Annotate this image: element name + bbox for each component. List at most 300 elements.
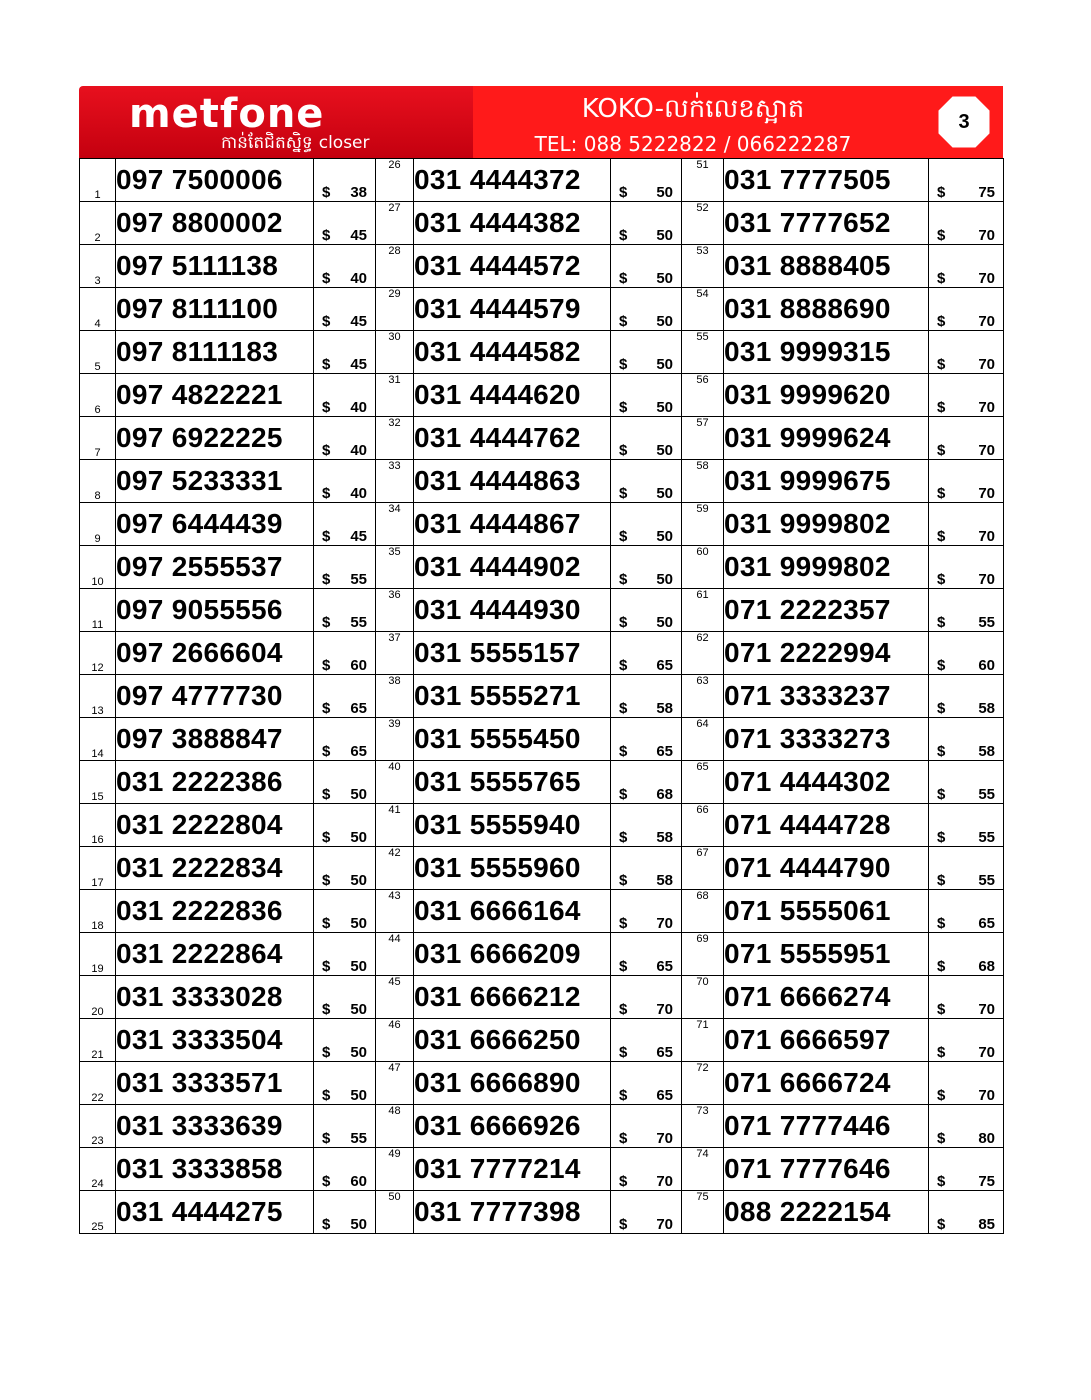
currency-symbol: $ bbox=[619, 227, 628, 244]
currency-symbol: $ bbox=[937, 1173, 946, 1190]
listing-index: 38 bbox=[376, 675, 414, 718]
price-value: 50 bbox=[656, 485, 673, 502]
currency-symbol: $ bbox=[937, 270, 946, 287]
currency-symbol: $ bbox=[619, 1044, 628, 1061]
listing-index: 22 bbox=[80, 1062, 116, 1105]
price-value: 70 bbox=[978, 313, 995, 330]
phone-number: 031 4444930 bbox=[414, 589, 611, 632]
price-value: 50 bbox=[656, 313, 673, 330]
table-row bbox=[80, 589, 1004, 632]
price-cell bbox=[314, 718, 376, 761]
price-value: 70 bbox=[978, 356, 995, 373]
phone-number: 031 8888405 bbox=[724, 245, 929, 288]
price-cell bbox=[611, 288, 682, 331]
phone-number: 031 7777505 bbox=[724, 159, 929, 202]
listing-index: 66 bbox=[682, 804, 724, 847]
listing-index: 51 bbox=[682, 159, 724, 202]
price-cell bbox=[314, 503, 376, 546]
price-value: 70 bbox=[978, 528, 995, 545]
listing-index: 32 bbox=[376, 417, 414, 460]
phone-number: 031 2222386 bbox=[116, 761, 314, 804]
currency-symbol: $ bbox=[619, 485, 628, 502]
price-cell bbox=[929, 245, 1004, 288]
price-cell bbox=[929, 374, 1004, 417]
table-row bbox=[80, 1191, 1004, 1234]
currency-symbol: $ bbox=[619, 915, 628, 932]
currency-symbol: $ bbox=[937, 227, 946, 244]
price-value: 50 bbox=[656, 442, 673, 459]
listing-index: 52 bbox=[682, 202, 724, 245]
currency-symbol: $ bbox=[619, 829, 628, 846]
phone-number: 097 8111100 bbox=[116, 288, 314, 331]
listing-index: 68 bbox=[682, 890, 724, 933]
price-cell bbox=[611, 159, 682, 202]
currency-symbol: $ bbox=[322, 270, 331, 287]
listing-index: 62 bbox=[682, 632, 724, 675]
price-cell bbox=[929, 632, 1004, 675]
listing-index: 67 bbox=[682, 847, 724, 890]
phone-number: 031 6666926 bbox=[414, 1105, 611, 1148]
page-header bbox=[79, 86, 1003, 158]
price-value: 50 bbox=[656, 356, 673, 373]
currency-symbol: $ bbox=[937, 786, 946, 803]
currency-symbol: $ bbox=[937, 571, 946, 588]
phone-number: 031 4444867 bbox=[414, 503, 611, 546]
price-cell bbox=[314, 1019, 376, 1062]
price-value: 65 bbox=[656, 743, 673, 760]
listing-index: 14 bbox=[80, 718, 116, 761]
price-value: 70 bbox=[656, 1130, 673, 1147]
currency-symbol: $ bbox=[937, 614, 946, 631]
listing-index: 44 bbox=[376, 933, 414, 976]
price-value: 70 bbox=[656, 1173, 673, 1190]
phone-number: 071 4444790 bbox=[724, 847, 929, 890]
phone-number: 071 4444302 bbox=[724, 761, 929, 804]
price-value: 40 bbox=[350, 270, 367, 287]
price-value: 70 bbox=[978, 571, 995, 588]
table-row bbox=[80, 288, 1004, 331]
currency-symbol: $ bbox=[619, 1130, 628, 1147]
price-cell bbox=[929, 847, 1004, 890]
price-value: 70 bbox=[978, 1087, 995, 1104]
listing-index: 34 bbox=[376, 503, 414, 546]
currency-symbol: $ bbox=[937, 528, 946, 545]
price-value: 55 bbox=[978, 786, 995, 803]
phone-number: 031 3333858 bbox=[116, 1148, 314, 1191]
price-cell bbox=[611, 1062, 682, 1105]
currency-symbol: $ bbox=[322, 528, 331, 545]
price-cell bbox=[314, 589, 376, 632]
phone-number: 031 2222836 bbox=[116, 890, 314, 933]
page-number: 3 bbox=[958, 111, 970, 133]
listing-index: 63 bbox=[682, 675, 724, 718]
title-banner bbox=[473, 86, 1003, 158]
price-cell bbox=[929, 804, 1004, 847]
price-value: 55 bbox=[978, 872, 995, 889]
price-value: 50 bbox=[656, 399, 673, 416]
listing-index: 21 bbox=[80, 1019, 116, 1062]
price-value: 75 bbox=[978, 1173, 995, 1190]
price-value: 50 bbox=[656, 614, 673, 631]
phone-number: 031 4444572 bbox=[414, 245, 611, 288]
listing-index: 54 bbox=[682, 288, 724, 331]
price-cell bbox=[314, 546, 376, 589]
price-value: 70 bbox=[656, 1001, 673, 1018]
table-body bbox=[80, 159, 1004, 1234]
phone-number: 071 5555951 bbox=[724, 933, 929, 976]
price-value: 58 bbox=[656, 872, 673, 889]
currency-symbol: $ bbox=[322, 399, 331, 416]
currency-symbol: $ bbox=[937, 700, 946, 717]
listing-index: 11 bbox=[80, 589, 116, 632]
price-cell bbox=[314, 804, 376, 847]
listing-index: 13 bbox=[80, 675, 116, 718]
logo-tagline bbox=[221, 133, 370, 153]
price-cell bbox=[929, 761, 1004, 804]
listing-index: 5 bbox=[80, 331, 116, 374]
listing-index: 70 bbox=[682, 976, 724, 1019]
listing-index: 73 bbox=[682, 1105, 724, 1148]
table-row bbox=[80, 331, 1004, 374]
price-cell bbox=[611, 761, 682, 804]
listing-index: 8 bbox=[80, 460, 116, 503]
price-value: 50 bbox=[656, 227, 673, 244]
currency-symbol: $ bbox=[322, 485, 331, 502]
phone-number: 031 4444579 bbox=[414, 288, 611, 331]
currency-symbol: $ bbox=[619, 184, 628, 201]
table-row bbox=[80, 245, 1004, 288]
phone-number: 031 5555765 bbox=[414, 761, 611, 804]
phone-number: 097 3888847 bbox=[116, 718, 314, 761]
currency-symbol: $ bbox=[322, 1173, 331, 1190]
price-value: 75 bbox=[978, 184, 995, 201]
logo-wordmark: metfone bbox=[129, 91, 325, 137]
listing-index: 56 bbox=[682, 374, 724, 417]
table-row bbox=[80, 976, 1004, 1019]
listing-index: 40 bbox=[376, 761, 414, 804]
price-value: 50 bbox=[350, 872, 367, 889]
price-value: 58 bbox=[978, 743, 995, 760]
listing-index: 33 bbox=[376, 460, 414, 503]
price-value: 50 bbox=[350, 915, 367, 932]
listing-index: 49 bbox=[376, 1148, 414, 1191]
phone-number: 071 4444728 bbox=[724, 804, 929, 847]
price-value: 60 bbox=[978, 657, 995, 674]
phone-number: 097 4822221 bbox=[116, 374, 314, 417]
currency-symbol: $ bbox=[619, 399, 628, 416]
phone-number: 031 5555940 bbox=[414, 804, 611, 847]
price-cell bbox=[314, 1105, 376, 1148]
price-cell bbox=[929, 1019, 1004, 1062]
price-value: 65 bbox=[350, 700, 367, 717]
currency-symbol: $ bbox=[619, 1216, 628, 1233]
price-cell bbox=[314, 202, 376, 245]
listing-index: 72 bbox=[682, 1062, 724, 1105]
currency-symbol: $ bbox=[937, 1087, 946, 1104]
phone-number: 031 6666890 bbox=[414, 1062, 611, 1105]
currency-symbol: $ bbox=[937, 915, 946, 932]
listing-index: 59 bbox=[682, 503, 724, 546]
phone-number: 071 7777646 bbox=[724, 1148, 929, 1191]
currency-symbol: $ bbox=[322, 442, 331, 459]
currency-symbol: $ bbox=[937, 184, 946, 201]
number-price-table bbox=[79, 158, 1004, 1234]
listing-index: 48 bbox=[376, 1105, 414, 1148]
phone-number: 031 8888690 bbox=[724, 288, 929, 331]
price-value: 45 bbox=[350, 528, 367, 545]
currency-symbol: $ bbox=[937, 485, 946, 502]
listing-index: 12 bbox=[80, 632, 116, 675]
phone-number: 031 5555450 bbox=[414, 718, 611, 761]
price-value: 70 bbox=[978, 1044, 995, 1061]
price-cell bbox=[314, 1062, 376, 1105]
listing-index: 64 bbox=[682, 718, 724, 761]
price-cell bbox=[314, 331, 376, 374]
price-value: 68 bbox=[656, 786, 673, 803]
table-row bbox=[80, 890, 1004, 933]
price-cell bbox=[611, 675, 682, 718]
price-value: 70 bbox=[656, 1216, 673, 1233]
price-value: 58 bbox=[656, 829, 673, 846]
price-cell bbox=[929, 589, 1004, 632]
phone-number: 097 5233331 bbox=[116, 460, 314, 503]
price-cell bbox=[611, 589, 682, 632]
listing-index: 74 bbox=[682, 1148, 724, 1191]
price-value: 70 bbox=[978, 442, 995, 459]
listing-index: 46 bbox=[376, 1019, 414, 1062]
phone-number: 031 9999675 bbox=[724, 460, 929, 503]
currency-symbol: $ bbox=[619, 786, 628, 803]
listing-index: 35 bbox=[376, 546, 414, 589]
listing-index: 25 bbox=[80, 1191, 116, 1234]
listing-index: 47 bbox=[376, 1062, 414, 1105]
phone-number: 031 6666164 bbox=[414, 890, 611, 933]
phone-number: 031 5555157 bbox=[414, 632, 611, 675]
price-cell bbox=[611, 1105, 682, 1148]
price-value: 50 bbox=[656, 571, 673, 588]
price-value: 70 bbox=[978, 227, 995, 244]
currency-symbol: $ bbox=[937, 743, 946, 760]
price-cell bbox=[929, 159, 1004, 202]
listing-index: 55 bbox=[682, 331, 724, 374]
currency-symbol: $ bbox=[937, 1130, 946, 1147]
phone-number: 031 3333504 bbox=[116, 1019, 314, 1062]
currency-symbol: $ bbox=[322, 700, 331, 717]
price-cell bbox=[929, 675, 1004, 718]
price-cell bbox=[929, 546, 1004, 589]
currency-symbol: $ bbox=[322, 743, 331, 760]
currency-symbol: $ bbox=[322, 872, 331, 889]
currency-symbol: $ bbox=[937, 1001, 946, 1018]
phone-number: 031 9999620 bbox=[724, 374, 929, 417]
table-row bbox=[80, 503, 1004, 546]
price-cell bbox=[611, 460, 682, 503]
price-cell bbox=[314, 460, 376, 503]
currency-symbol: $ bbox=[322, 915, 331, 932]
phone-number: 071 6666597 bbox=[724, 1019, 929, 1062]
currency-symbol: $ bbox=[619, 270, 628, 287]
price-value: 60 bbox=[350, 1173, 367, 1190]
listing-index: 19 bbox=[80, 933, 116, 976]
price-value: 50 bbox=[350, 1216, 367, 1233]
listing-index: 17 bbox=[80, 847, 116, 890]
listing-index: 16 bbox=[80, 804, 116, 847]
currency-symbol: $ bbox=[322, 356, 331, 373]
currency-symbol: $ bbox=[937, 313, 946, 330]
currency-symbol: $ bbox=[619, 743, 628, 760]
price-cell bbox=[611, 331, 682, 374]
phone-number: 031 7777214 bbox=[414, 1148, 611, 1191]
phone-number: 031 4444382 bbox=[414, 202, 611, 245]
listing-index: 1 bbox=[80, 159, 116, 202]
phone-number: 031 7777652 bbox=[724, 202, 929, 245]
phone-number: 097 4777730 bbox=[116, 675, 314, 718]
price-cell bbox=[929, 1191, 1004, 1234]
price-cell bbox=[314, 417, 376, 460]
price-value: 40 bbox=[350, 399, 367, 416]
listing-index: 27 bbox=[376, 202, 414, 245]
currency-symbol: $ bbox=[322, 1130, 331, 1147]
currency-symbol: $ bbox=[322, 657, 331, 674]
listing-index: 58 bbox=[682, 460, 724, 503]
price-cell bbox=[611, 245, 682, 288]
price-value: 40 bbox=[350, 485, 367, 502]
price-cell bbox=[314, 632, 376, 675]
phone-number: 071 7777446 bbox=[724, 1105, 929, 1148]
price-value: 38 bbox=[350, 184, 367, 201]
price-value: 50 bbox=[350, 1001, 367, 1018]
table-row bbox=[80, 804, 1004, 847]
table-row bbox=[80, 761, 1004, 804]
phone-number: 097 8800002 bbox=[116, 202, 314, 245]
phone-number: 031 4444863 bbox=[414, 460, 611, 503]
currency-symbol: $ bbox=[322, 829, 331, 846]
price-cell bbox=[611, 976, 682, 1019]
listing-index: 18 bbox=[80, 890, 116, 933]
phone-number: 097 7500006 bbox=[116, 159, 314, 202]
table-row bbox=[80, 1148, 1004, 1191]
listing-index: 30 bbox=[376, 331, 414, 374]
listing-index: 53 bbox=[682, 245, 724, 288]
phone-number: 097 8111183 bbox=[116, 331, 314, 374]
listing-index: 43 bbox=[376, 890, 414, 933]
currency-symbol: $ bbox=[937, 356, 946, 373]
phone-number: 031 4444372 bbox=[414, 159, 611, 202]
price-value: 58 bbox=[978, 700, 995, 717]
price-value: 50 bbox=[350, 829, 367, 846]
table-row bbox=[80, 632, 1004, 675]
price-cell bbox=[929, 718, 1004, 761]
price-value: 68 bbox=[978, 958, 995, 975]
price-value: 50 bbox=[350, 786, 367, 803]
table-row bbox=[80, 546, 1004, 589]
table-row bbox=[80, 675, 1004, 718]
listing-index: 4 bbox=[80, 288, 116, 331]
currency-symbol: $ bbox=[322, 1044, 331, 1061]
table-row bbox=[80, 159, 1004, 202]
currency-symbol: $ bbox=[619, 442, 628, 459]
price-value: 55 bbox=[350, 571, 367, 588]
price-cell bbox=[611, 546, 682, 589]
listing-index: 10 bbox=[80, 546, 116, 589]
phone-number: 031 9999802 bbox=[724, 546, 929, 589]
currency-symbol: $ bbox=[619, 313, 628, 330]
currency-symbol: $ bbox=[322, 1087, 331, 1104]
phone-number: 031 2222834 bbox=[116, 847, 314, 890]
phone-number: 031 4444582 bbox=[414, 331, 611, 374]
listing-index: 50 bbox=[376, 1191, 414, 1234]
currency-symbol: $ bbox=[937, 1044, 946, 1061]
price-cell bbox=[929, 460, 1004, 503]
table-row bbox=[80, 460, 1004, 503]
currency-symbol: $ bbox=[619, 958, 628, 975]
price-cell bbox=[314, 976, 376, 1019]
phone-number: 071 3333237 bbox=[724, 675, 929, 718]
phone-number: 031 6666212 bbox=[414, 976, 611, 1019]
phone-number: 031 5555271 bbox=[414, 675, 611, 718]
price-cell bbox=[611, 417, 682, 460]
phone-number: 031 4444902 bbox=[414, 546, 611, 589]
price-cell bbox=[929, 933, 1004, 976]
currency-symbol: $ bbox=[619, 872, 628, 889]
price-value: 55 bbox=[350, 1130, 367, 1147]
currency-symbol: $ bbox=[322, 571, 331, 588]
price-value: 50 bbox=[656, 270, 673, 287]
price-cell bbox=[929, 1062, 1004, 1105]
currency-symbol: $ bbox=[322, 786, 331, 803]
price-value: 55 bbox=[350, 614, 367, 631]
listing-index: 45 bbox=[376, 976, 414, 1019]
currency-symbol: $ bbox=[937, 399, 946, 416]
currency-symbol: $ bbox=[322, 184, 331, 201]
phone-number: 031 2222804 bbox=[116, 804, 314, 847]
phone-number: 031 6666209 bbox=[414, 933, 611, 976]
price-value: 50 bbox=[350, 958, 367, 975]
phone-number: 071 3333273 bbox=[724, 718, 929, 761]
phone-number: 071 6666274 bbox=[724, 976, 929, 1019]
price-value: 50 bbox=[350, 1087, 367, 1104]
price-value: 85 bbox=[978, 1216, 995, 1233]
price-value: 50 bbox=[656, 184, 673, 201]
price-value: 50 bbox=[350, 1044, 367, 1061]
price-cell bbox=[611, 1191, 682, 1234]
logo-tagline-english: closer bbox=[318, 133, 370, 153]
phone-number: 071 2222994 bbox=[724, 632, 929, 675]
phone-number: 031 7777398 bbox=[414, 1191, 611, 1234]
price-cell bbox=[611, 1148, 682, 1191]
price-value: 45 bbox=[350, 356, 367, 373]
currency-symbol: $ bbox=[322, 1216, 331, 1233]
listing-index: 7 bbox=[80, 417, 116, 460]
table-row bbox=[80, 202, 1004, 245]
price-cell bbox=[314, 675, 376, 718]
currency-symbol: $ bbox=[619, 700, 628, 717]
price-value: 70 bbox=[978, 270, 995, 287]
listing-index: 36 bbox=[376, 589, 414, 632]
currency-symbol: $ bbox=[619, 356, 628, 373]
table-row bbox=[80, 933, 1004, 976]
price-value: 65 bbox=[656, 1044, 673, 1061]
page-number-badge bbox=[935, 93, 993, 151]
price-cell bbox=[314, 933, 376, 976]
price-cell bbox=[611, 718, 682, 761]
listing-index: 65 bbox=[682, 761, 724, 804]
price-cell bbox=[611, 804, 682, 847]
price-cell bbox=[611, 632, 682, 675]
listing-index: 39 bbox=[376, 718, 414, 761]
phone-number: 031 4444762 bbox=[414, 417, 611, 460]
table-row bbox=[80, 1019, 1004, 1062]
